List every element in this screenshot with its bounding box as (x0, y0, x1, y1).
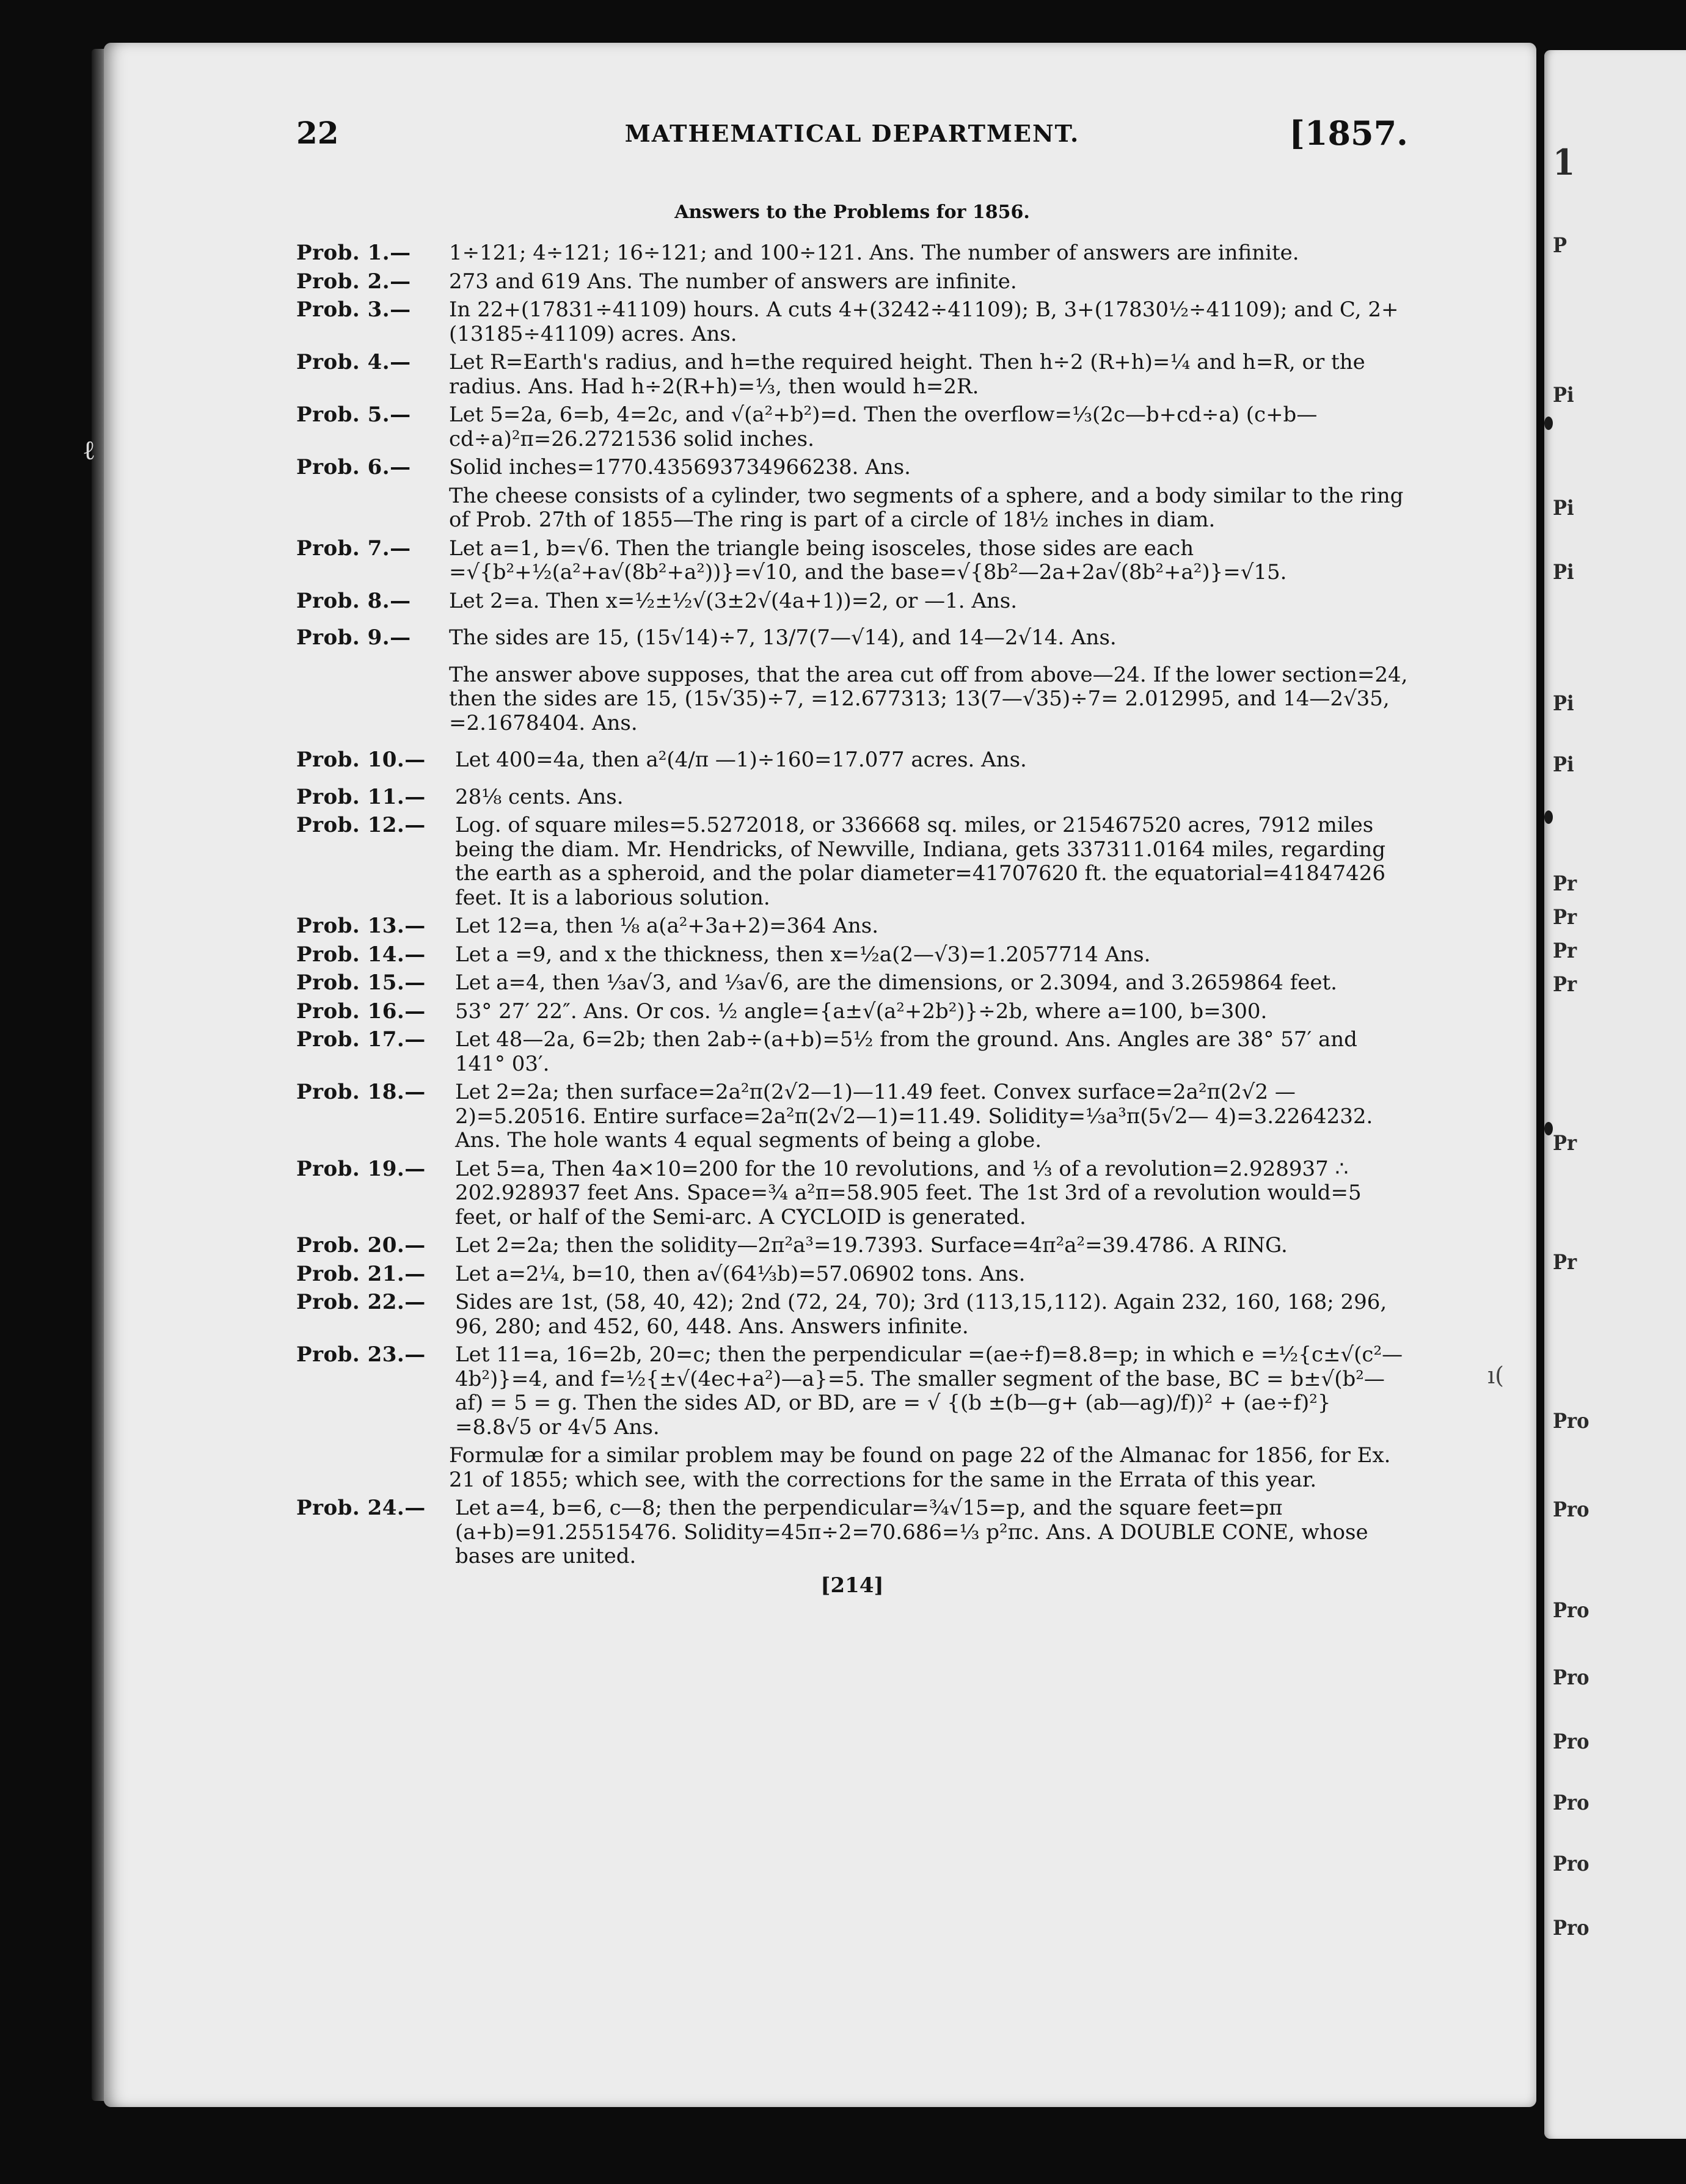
adjacent-page-fragment (1544, 50, 1686, 2139)
problem-label: Prob. 18.— (296, 1080, 426, 1104)
problem-answer-text: Let R=Earth's radius, and h=the required height. Then h÷2 (R+h)=¼ and h=R, or the radius. Ans. Had h÷2(R+h)=⅓, then would h=2R. (449, 350, 1365, 399)
right-page-fragment: Pro (1553, 1598, 1589, 1623)
footer-page-number: [214] (820, 1573, 884, 1598)
right-page-fragment: P (1553, 233, 1567, 258)
problem-entry (296, 1262, 1408, 1287)
problem-label: Prob. 2.— (296, 269, 411, 294)
problem-answer-text: Let 400=4a, then a²(4/π —1)÷160=17.077 acres. Ans. (455, 748, 1027, 772)
problem-label: Prob. 4.— (296, 350, 411, 374)
right-page-fragment: Pro (1553, 1852, 1589, 1876)
problem-answer-text: Let 2=a. Then x=½±½√(3±2√(4a+1))=2, or —1. Ans. (449, 588, 1018, 613)
problem-answers (296, 241, 1408, 1598)
right-page-fragment: 1 (1553, 142, 1575, 183)
problem-entry (296, 814, 1408, 910)
problem-entry (296, 748, 1408, 773)
problem-answer-text: Solid inches=1770.435693734966238. Ans. (449, 455, 911, 479)
problem-note: Formulæ for a similar problem may be found on page 22 of the Almanac for 1856, for Ex. 21 of 1855; which see, with the corrections for the same in the Errata of this year. (449, 1443, 1391, 1492)
problem-entry (296, 1028, 1408, 1076)
problem-answer-text: Let 5=2a, 6=b, 4=2c, and √(a²+b²)=d. Then the overflow=⅓(2c—b+cd÷a) (c+b—cd÷a)²π=26.2721536 solid inches. (449, 402, 1318, 451)
problem-note: The cheese consists of a cylinder, two segments of a sphere, and a body similar to the ring of Prob. 27th of 1855—The ring is part of a circle of 18½ inches in diam. (449, 483, 1404, 532)
problem-entry (296, 914, 1408, 939)
right-page-fragment: Pro (1553, 1916, 1589, 1940)
problem-entry (296, 270, 1408, 294)
right-page-fragment: Pr (1553, 872, 1577, 896)
problem-answer-text: Let a=4, b=6, c—8; then the perpendicular=¾√15=p, and the square feet=pπ (a+b)=91.25515476. Solidity=45π÷2=70.686=⅓ p²πc. Ans. A DOUBLE CONE, whose bases are united. (455, 1496, 1368, 1568)
problem-answer-text: Let a=2¼, b=10, then a√(64⅓b)=57.06902 tons. Ans. (455, 1261, 1026, 1286)
problem-entry (296, 241, 1408, 266)
right-page-fragment: Pro (1553, 1730, 1589, 1754)
right-page-fragment: Pi (1553, 691, 1574, 716)
right-page-fragment: Pi (1553, 383, 1574, 407)
problem-label: Prob. 3.— (296, 297, 411, 322)
right-page-fragment: Pro (1553, 1665, 1589, 1690)
problem-answer-text: 53° 27′ 22″. Ans. Or cos. ½ angle={a±√(a²+2b²)}÷2b, where a=100, b=300. (455, 999, 1268, 1024)
problem-note: The answer above supposes, that the area cut off from above—24. If the lower section=24, then the sides are 15, (15√35)÷7, =12.677313; 13(7—√35)÷7= 2.012995, and 14—2√35, =2.1678404. Ans. (449, 662, 1408, 735)
problem-entry (296, 1157, 1408, 1230)
problem-label: Prob. 1.— (296, 241, 411, 265)
problem-label: Prob. 17.— (296, 1027, 426, 1052)
problem-answer-text: Let 48—2a, 6=2b; then 2ab÷(a+b)=5½ from the ground. Ans. Angles are 38° 57′ and 141° 03′. (455, 1027, 1357, 1076)
running-title: MATHEMATICAL DEPARTMENT. (624, 120, 1080, 147)
ink-spot (1544, 810, 1553, 824)
ink-spot (1544, 1122, 1553, 1135)
problem-label: Prob. 5.— (296, 402, 411, 427)
problem-entry (296, 1290, 1408, 1339)
problem-label: Prob. 24.— (296, 1496, 426, 1520)
right-page-fragment: Pi (1553, 560, 1574, 584)
problem-entry (296, 456, 1408, 480)
right-page-fragment: Pr (1553, 1131, 1577, 1156)
problem-entry (296, 351, 1408, 399)
ink-spot (1544, 417, 1553, 430)
problem-label: Prob. 23.— (296, 1342, 426, 1367)
problem-label: Prob. 20.— (296, 1233, 426, 1258)
problem-label: Prob. 7.— (296, 536, 411, 561)
problem-label: Prob. 13.— (296, 914, 426, 938)
year-mark: [1857. (1289, 114, 1408, 153)
problem-answer-text: The sides are 15, (15√14)÷7, 13/7(7—√14), and 14—2√14. Ans. (449, 625, 1117, 650)
problem-entry (296, 1496, 1408, 1569)
problem-answer-text: Let a =9, and x the thickness, then x=½a(2—√3)=1.2057714 Ans. (455, 942, 1151, 967)
right-page-fragment: Pi (1553, 752, 1574, 777)
problem-answer-text: Let a=1, b=√6. Then the triangle being isosceles, those sides are each =√{b²+½(a²+a√(8b²+a²))}=√10, and the base=√{8b²—2a+2a√(8b²+a²)}=√15. (449, 536, 1287, 584)
problem-answer-text: Let 2=2a; then the solidity—2π²a³=19.7393. Surface=4π²a²=39.4786. A RING. (455, 1233, 1288, 1258)
problem-label: Prob. 16.— (296, 999, 426, 1024)
problem-entry (296, 589, 1408, 614)
problem-entry (296, 1343, 1408, 1440)
problem-entry (296, 1234, 1408, 1258)
right-page-fragment: Pro (1553, 1498, 1589, 1522)
problem-answer-text: Log. of square miles=5.5272018, or 336668 sq. miles, or 215467520 acres, 7912 miles being the diam. Mr. Hendricks, of Newville, Indiana, gets 337311.0164 miles, regarding the earth as a spheroid, and the polar diameter=41707620 ft. the equatorial=41847426 feet. It is a laborious solution. (455, 813, 1385, 910)
problem-entry (296, 1080, 1408, 1153)
problem-label: Prob. 11.— (296, 784, 426, 809)
problem-label: Prob. 12.— (296, 813, 426, 837)
problem-entry (296, 298, 1408, 346)
problem-answer-text: In 22+(17831÷41109) hours. A cuts 4+(3242÷41109); B, 3+(17830½÷41109); and C, 2+(13185÷41109) acres. Ans. (449, 297, 1399, 346)
right-page-fragment: Pr (1553, 1250, 1577, 1275)
right-page-fragment: Pro (1553, 1409, 1589, 1433)
problem-label: Prob. 14.— (296, 942, 426, 967)
problem-entry (296, 943, 1408, 967)
problem-label: Prob. 9.— (296, 625, 411, 650)
problem-label: Prob. 10.— (296, 748, 426, 772)
problem-answer-text: 1÷121; 4÷121; 16÷121; and 100÷121. Ans. The number of answers are infinite. (449, 241, 1299, 265)
problem-answer-text: Let 11=a, 16=2b, 20=c; then the perpendicular =(ae÷f)=8.8=p; in which e =½{c±√(c²—4b²)}=4, and f=½{±√(4ec+a²)—a}=5. The smaller segment of the base, BC = b±√(b²—af) = 5 = g. Then the sides AD, or BD, are = √ {(b ±(b—g+ (ab—ag)/f))² + (ae÷f)²} =8.8√5 or 4√5 Ans. (455, 1342, 1403, 1440)
problem-label: Prob. 8.— (296, 588, 411, 613)
problem-entry (296, 403, 1408, 451)
problem-answer-text: Sides are 1st, (58, 40, 42); 2nd (72, 24, 70); 3rd (113,15,112). Again 232, 160, 168; 296, 96, 280; and 452, 60, 448. Ans. Answers infinite. (455, 1290, 1387, 1339)
right-page-fragment: Pi (1553, 496, 1574, 520)
section-heading: Answers to the Problems for 1856. (674, 202, 1030, 223)
problem-answer-text: Let 12=a, then ⅛ a(a²+3a+2)=364 Ans. (455, 914, 879, 938)
right-page-fragment: Pro (1553, 1791, 1589, 1815)
problem-entry (296, 626, 1408, 650)
problem-label: Prob. 6.— (296, 455, 411, 479)
problem-entry (296, 537, 1408, 585)
problem-answer-text: Let a=4, then ⅓a√3, and ⅓a√6, are the dimensions, or 2.3094, and 3.2659864 feet. (455, 970, 1337, 995)
problem-label: Prob. 15.— (296, 970, 426, 995)
problem-label: Prob. 19.— (296, 1156, 426, 1181)
right-page-fragment: Pr (1553, 905, 1577, 930)
problem-answer-text: 273 and 619 Ans. The number of answers are infinite. (449, 269, 1017, 294)
right-page-fragment: Pr (1553, 972, 1577, 997)
right-page-fragment: Pr (1553, 939, 1577, 963)
problem-label: Prob. 22.— (296, 1290, 426, 1314)
page-header (296, 110, 1408, 159)
margin-scratch-mark: ℓ (82, 435, 96, 466)
problem-answer-text: Let 2=2a; then surface=2a²π(2√2—1)—11.49 feet. Convex surface=2a²π(2√2 —2)=5.20516. Entire surface=2a²π(2√2—1)=11.49. Solidity=⅓a³π(5√2— 4)=3.2264232. Ans. The hole wants 4 equal segments of being a globe. (455, 1080, 1373, 1152)
problem-entry (296, 785, 1408, 810)
problem-answer-text: Let 5=a, Then 4a×10=200 for the 10 revolutions, and ⅓ of a revolution=2.928937 ∴ 202.928937 feet Ans. Space=¾ a²π=58.905 feet. The 1st 3rd of a revolution would=5 feet, or half of the Semi-arc. A CYCLOID is generated. (455, 1156, 1362, 1229)
margin-scratch-mark: ı( (1487, 1362, 1504, 1389)
problem-entry (296, 971, 1408, 996)
page-number: 22 (296, 115, 339, 151)
problem-entry (296, 1000, 1408, 1024)
problem-answer-text: 28⅛ cents. Ans. (455, 784, 624, 809)
problem-label: Prob. 21.— (296, 1261, 426, 1286)
